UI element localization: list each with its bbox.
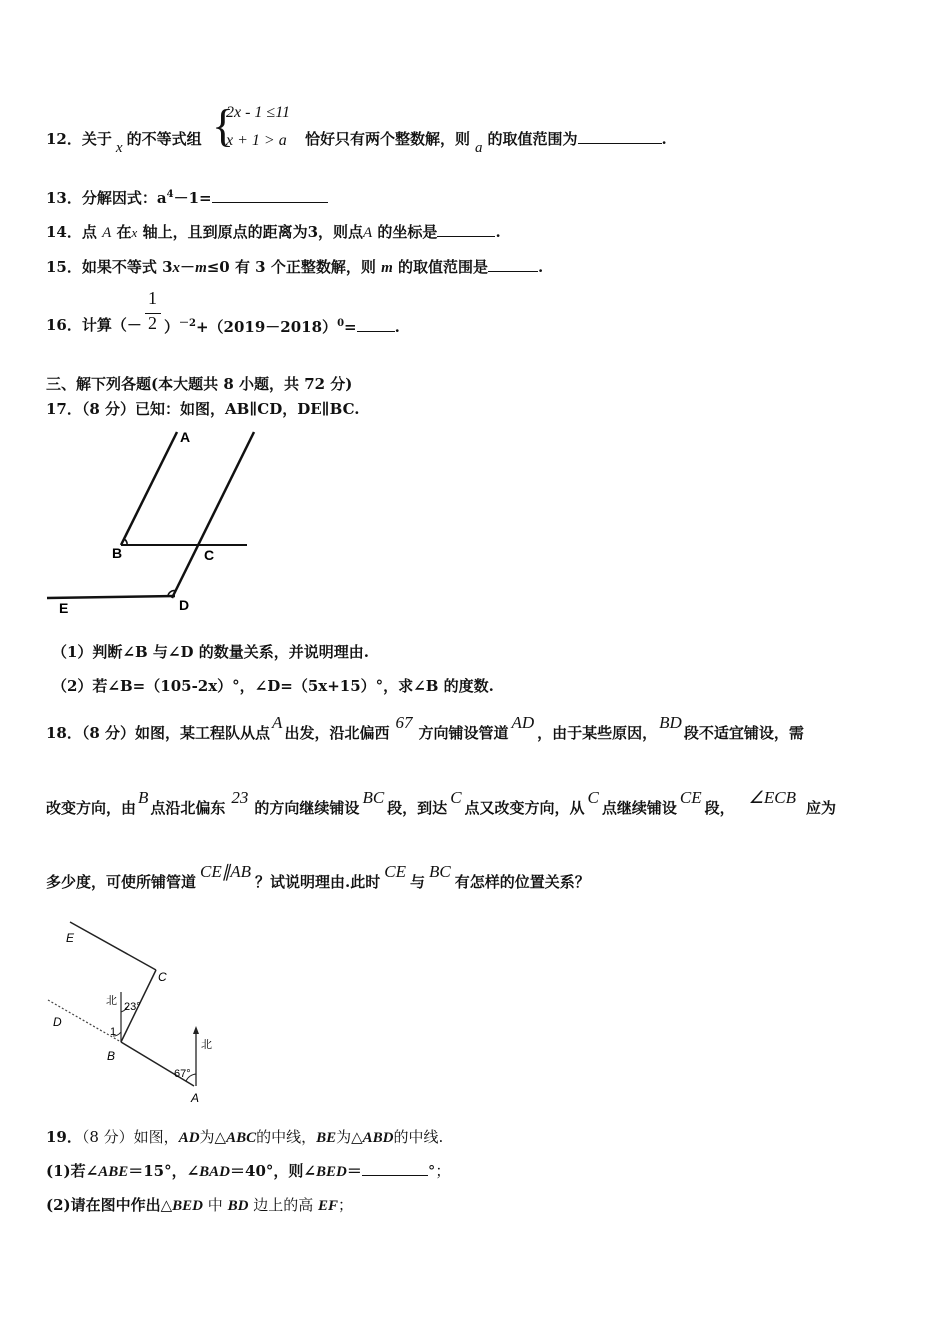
q19-s1-text-a: (1)若∠ [46,1162,99,1180]
q16-exponent-1: －2 [179,318,196,329]
q18-label-67: 67° [174,1068,191,1080]
q12-brace: { [212,100,235,151]
q18-l3-text-d: 有怎样的位置关系？ [454,873,590,891]
q18-l2-text-g: 段， [704,799,735,817]
q14-var-A2: A [363,225,373,241]
q19-sub2 [46,1194,353,1215]
q12-system-line2: x + 1 > a [226,132,287,149]
q19-ABC: ABC [226,1130,257,1146]
q13-exponent: 4 [166,189,174,200]
q18-number: 18． [46,724,82,742]
q19-BE: BE [316,1130,337,1146]
q14-var-x: x [131,225,138,240]
q18-label-B: B [107,1049,116,1063]
q15-var-m: m [195,260,207,276]
q19-s1-BED: BED [315,1164,347,1180]
q16-exponent-2: 0 [337,318,345,329]
q19-stem [46,1126,443,1147]
q19-s2-BD: BD [227,1198,249,1214]
q19-s1-ABE: ABE [98,1164,129,1180]
q14-text-b: 在 [116,223,132,241]
q19-text-b: 为△ [199,1128,227,1146]
q13-number: 13． [46,189,82,207]
q17-sub2: （2）若∠B=（105-2x）°，∠D=（5x+15）°，求∠B 的度数. [52,677,494,695]
q15-var-x: x [172,260,181,276]
q19-s2-text-b: 中 [207,1196,223,1214]
q17-sub1: （1）判断∠B 与∠D 的数量关系，并说明理由. [52,643,369,661]
q15-text-c: ≤0 有 3 个正整数解，则 [206,258,382,276]
section3-title: 三、解下列各题(本大题共 8 小题，共 72 分) [46,375,353,393]
q18-l3-CE: CE [384,862,406,881]
q12-period: . [661,130,667,148]
q18-l1-var-A: A [272,713,283,732]
q19-s1-text-e: °； [427,1162,451,1180]
q16-text-d: = [344,318,357,336]
q15-text-d: 的取值范围是 [392,258,488,276]
q18-l3-text-b: ？试说明理由.此时 [255,873,381,891]
q12-number: 12． [46,130,82,148]
q18-north-arrow-A [193,1026,199,1034]
q12-text-b: 的不等式组 [126,130,202,148]
q18-l1-text-a: （8 分）如图，某工程队从点 [81,724,271,742]
q15-period: . [537,258,544,276]
q12-var-x: x [115,140,123,156]
q18-label-23: 23° [124,1001,141,1013]
q18-label-E: E [66,931,75,945]
q18-l2-angle-ECB: ∠ECB [748,788,797,807]
q12-var-a: a [475,140,483,156]
q19-s1-text-c: ＝40°，则∠ [230,1162,316,1180]
q18-label-A: A [191,1091,200,1105]
q14-var-A: A [102,225,112,241]
q18-l1-67: 67 [395,713,413,732]
q18-l2-text-f: 点继续铺设 [601,799,677,817]
q19-s2-text-c: 边上的高 [253,1196,314,1214]
q17-number: 17． [46,400,82,418]
q15-var-m2: m [381,260,393,276]
q18-l2-var-C: C [450,788,462,807]
q18-l1-AD: AD [511,713,535,732]
q17-label-D: D [179,597,190,613]
q18-l2-23: 23 [231,788,249,807]
q17-label-B: B [112,545,123,561]
q16-fraction-numerator: 1 [148,288,157,308]
q14-number: 14． [46,223,82,241]
q18-l1-BD: BD [659,713,682,732]
q12-system-line1: 2x - 1 ≤11 [226,104,291,121]
q18-label-north-A: 北 [201,1039,212,1051]
q18-l2-text-d: 段，到达 [387,799,448,817]
q18-l2-text-a: 改变方向，由 [46,799,137,817]
q18-label-C: C [158,970,167,984]
q16-text-c: +（2019－2018） [195,318,338,336]
q17-label-C: C [204,547,215,563]
q18-line-CE [70,922,156,970]
q18-l1-text-c: 方向铺设管道 [418,724,509,742]
q18-l2-text-c: 的方向继续铺设 [254,799,360,817]
q18-l3-BC: BC [429,862,451,881]
q17-label-E: E [59,600,69,616]
q18-l2-text-b: 点沿北偏东 [150,799,226,817]
q18-l1-text-e: 段不适宜铺设，需 [683,724,804,742]
q12-text-a: 关于 [81,130,112,148]
q19-s1-text-d: ＝ [346,1162,362,1180]
q13-text-b: －1= [173,189,212,207]
q19-ABD: ABD [362,1130,394,1146]
q15-text-b: － [180,258,196,276]
q19-text-a: （8 分）如图， [81,1128,179,1146]
q15-text-a: 如果不等式 3 [81,258,173,276]
q19-s1-BAD: BAD [199,1164,231,1180]
q14-period: . [495,223,501,241]
q17-stem-text: （8 分）已知：如图，AB∥CD，DE∥BC. [81,400,360,418]
q18-l3-relation: CE∥AB [200,862,252,881]
q18-l2-text-h: 应为 [806,799,837,817]
q19-text-d: 为△ [336,1128,363,1146]
q18-label-D: D [53,1015,62,1029]
q12-text-c: 恰好只有两个整数解，则 [305,130,471,148]
q18-l1-text-d: ，由于某些原因， [537,724,658,742]
q18-l2-CE: CE [679,788,702,807]
q14-text-c: 轴上，且到原点的距离为3，则点 [142,223,364,241]
q12-text-d: 的取值范围为 [487,130,578,148]
q18-l3-text-a: 多少度，可使所铺管道 [46,873,197,891]
q19-sub1 [46,1160,450,1181]
q19-s1-answer-blank[interactable] [362,1162,428,1176]
q19-number: 19． [46,1128,82,1146]
q17-label-A: A [180,429,191,445]
q19-s2-text-a: (2)请在图中作出△ [46,1196,173,1214]
q19-text-e: 的中线. [393,1128,444,1146]
q18-l2-var-C2: C [587,788,599,807]
q18-l3-text-c: 与 [409,873,425,891]
q16-period: . [394,318,400,336]
q18-label-north-B: 北 [106,995,117,1007]
q18-label-1: 1 [110,1026,117,1038]
q14-text-d: 的坐标是 [377,223,438,241]
q14-text-a: 点 [81,223,97,241]
q16-number: 16． [46,316,82,334]
q16-text-a: 计算（－ [81,316,142,334]
q19-s1-text-b: ＝15°，∠ [128,1162,200,1180]
q18-l2-BC: BC [362,788,385,807]
q16-text-b: ） [164,318,180,336]
q18-l2-text-e: 点又改变方向，从 [464,799,585,817]
q18-l2-var-B: B [138,788,149,807]
q15-number: 15． [46,258,82,276]
q19-text-c: 的中线， [256,1128,317,1146]
q16-fraction-denominator: 2 [148,313,157,333]
q19-s2-BED: BED [172,1198,204,1214]
q19-AD: AD [178,1130,200,1146]
q18-l1-text-b: 出发，沿北偏西 [284,724,390,742]
q13-text-a: 分解因式：a [81,189,167,207]
q19-s2-EF: EF [318,1198,339,1214]
q19-s2-text-d: ； [338,1196,354,1214]
